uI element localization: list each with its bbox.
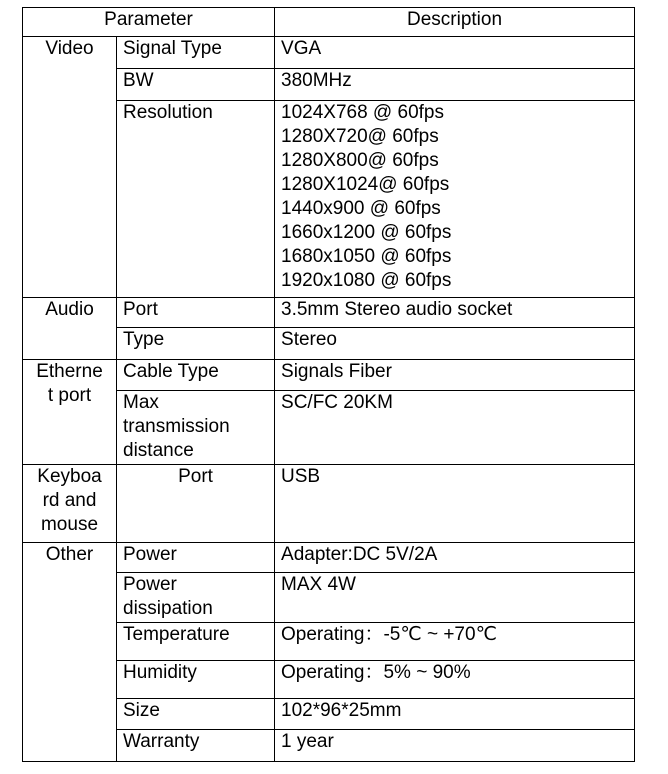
resolution-item: 1660x1200 @ 60fps — [281, 222, 452, 243]
param-max-distance-line: Max — [123, 392, 159, 413]
param-keyboard-port: Port — [117, 465, 275, 543]
header-description: Description — [275, 8, 635, 37]
header-parameter: Parameter — [23, 8, 275, 37]
resolution-item: 1280X720@ 60fps — [281, 126, 439, 147]
group-keyboard-line: Keyboa — [37, 466, 102, 487]
table-header-row — [23, 8, 635, 37]
param-signal-type: Signal Type — [117, 37, 275, 69]
table-row — [23, 543, 635, 573]
param-resolution: Resolution — [117, 101, 275, 298]
param-audio-port: Port — [117, 298, 275, 328]
param-max-distance-line: transmission — [123, 416, 230, 437]
param-bw: BW — [117, 69, 275, 101]
value-resolution-list — [275, 101, 635, 298]
group-other: Other — [23, 543, 117, 762]
value-power-dissipation: MAX 4W — [275, 573, 635, 623]
group-keyboard-mouse — [23, 465, 117, 543]
param-warranty: Warranty — [117, 730, 275, 762]
resolution-item: 1680x1050 @ 60fps — [281, 246, 452, 267]
group-ethernet — [23, 360, 117, 465]
table-row — [23, 298, 635, 328]
value-size: 102*96*25mm — [275, 699, 635, 730]
value-bw: 380MHz — [275, 69, 635, 101]
value-max-distance: SC/FC 20KM — [275, 391, 635, 465]
value-audio-type: Stereo — [275, 328, 635, 360]
value-cable-type: Signals Fiber — [275, 360, 635, 391]
param-humidity: Humidity — [117, 661, 275, 699]
group-video: Video — [23, 37, 117, 298]
param-power: Power — [117, 543, 275, 573]
value-humidity: Operating：5% ~ 90% — [275, 661, 635, 699]
group-keyboard-line: mouse — [40, 514, 99, 535]
value-audio-port: 3.5mm Stereo audio socket — [275, 298, 635, 328]
resolution-item: 1024X768 @ 60fps — [281, 102, 444, 123]
table-row — [23, 37, 635, 69]
param-power-dissipation — [117, 573, 275, 623]
table-row — [23, 465, 635, 543]
group-keyboard-line: rd and — [42, 490, 97, 511]
resolution-item: 1440x900 @ 60fps — [281, 198, 441, 219]
param-audio-type: Type — [117, 328, 275, 360]
param-max-distance — [117, 391, 275, 465]
param-cable-type: Cable Type — [117, 360, 275, 391]
resolution-item: 1920x1080 @ 60fps — [281, 270, 452, 291]
param-power-dissipation-line: Power — [123, 574, 177, 595]
param-max-distance-line: distance — [123, 440, 194, 461]
value-temperature: Operating：-5℃ ~ +70℃ — [275, 623, 635, 661]
value-power: Adapter:DC 5V/2A — [275, 543, 635, 573]
value-keyboard-port: USB — [275, 465, 635, 543]
param-power-dissipation-line: dissipation — [123, 598, 213, 619]
spec-table — [22, 7, 635, 762]
table-row — [23, 360, 635, 391]
group-ethernet-line: t port — [47, 385, 92, 406]
group-ethernet-line: Etherne — [36, 361, 103, 382]
param-temperature: Temperature — [117, 623, 275, 661]
group-audio: Audio — [23, 298, 117, 360]
value-warranty: 1 year — [275, 730, 635, 762]
resolution-item: 1280X1024@ 60fps — [281, 174, 450, 195]
param-size: Size — [117, 699, 275, 730]
value-signal-type: VGA — [275, 37, 635, 69]
resolution-item: 1280X800@ 60fps — [281, 150, 439, 171]
